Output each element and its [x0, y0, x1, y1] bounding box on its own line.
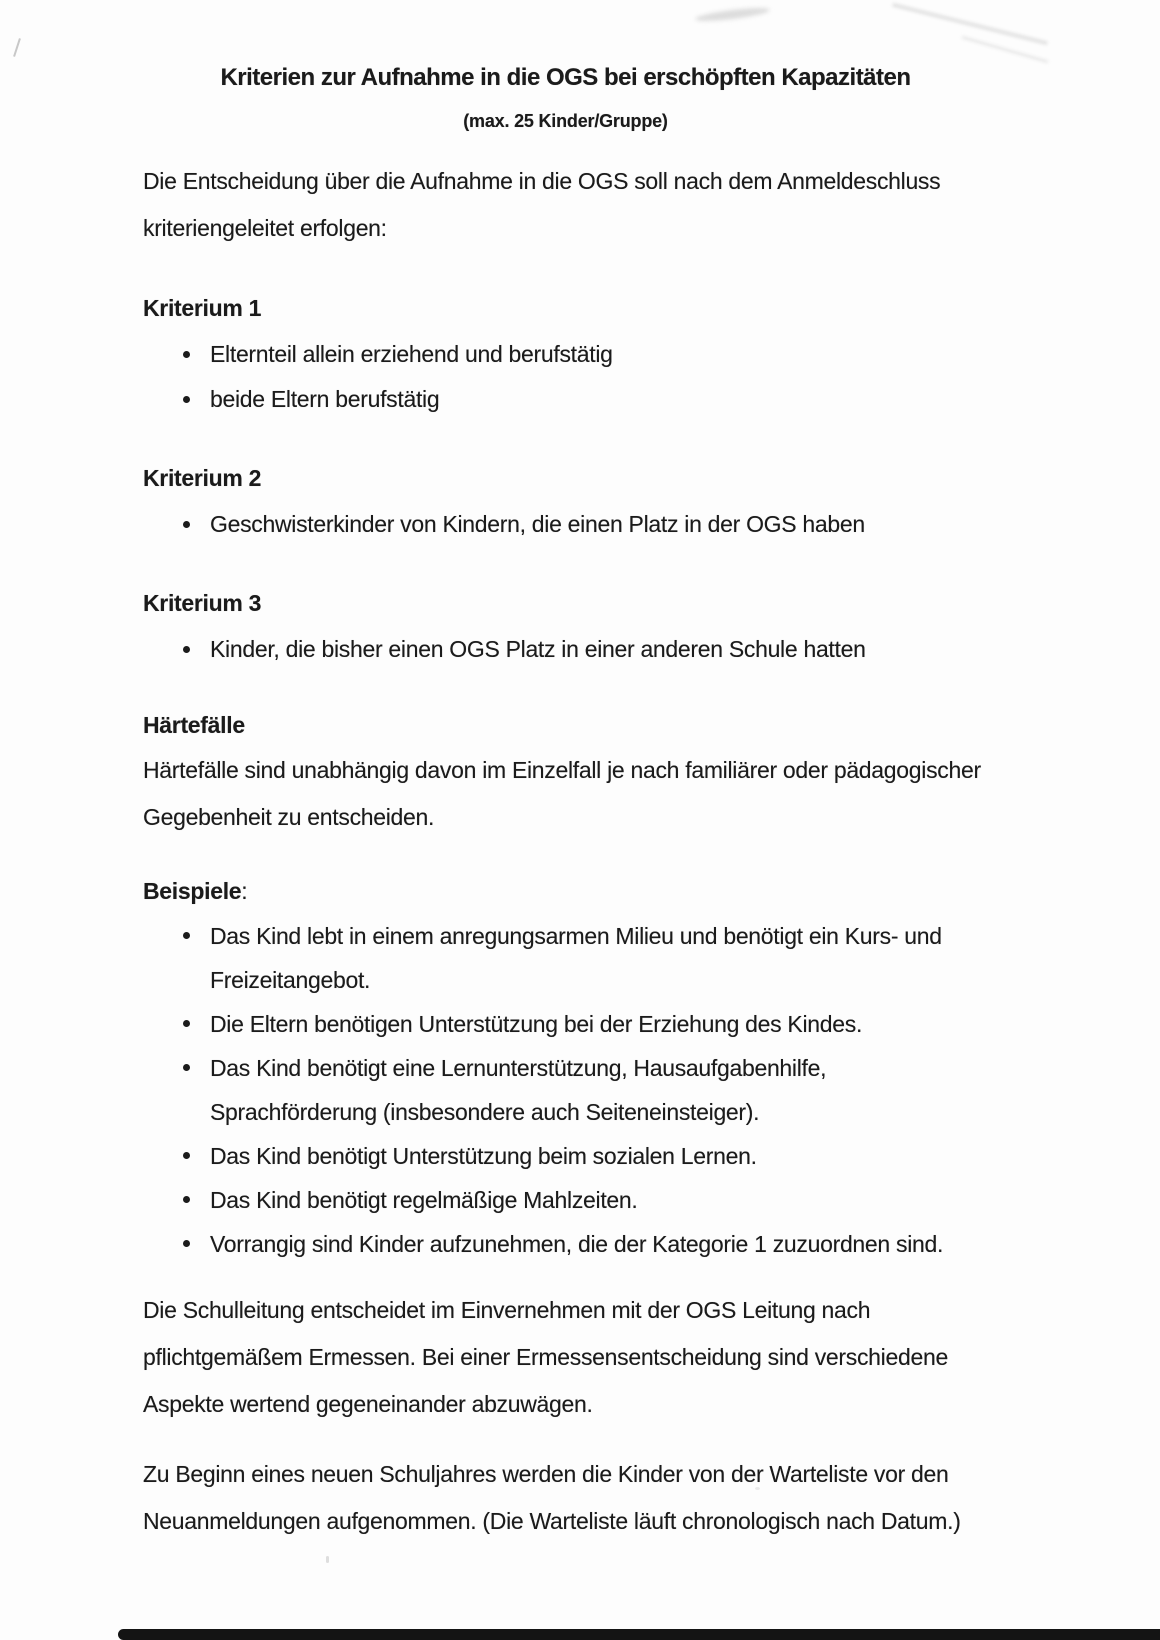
text-line: pflichtgemäßem Ermessen. Bei einer Ermessensentscheidung sind verschiedene: [143, 1344, 948, 1370]
document-content: [143, 60, 988, 1568]
list-item: [210, 914, 988, 1002]
list-item: [210, 1002, 988, 1046]
section-heading: Kriterium 3: [143, 590, 262, 616]
text-line: Zu Beginn eines neuen Schuljahres werden die Kinder von der Warteliste vor den: [143, 1461, 949, 1487]
beispiele-heading-colon: :: [241, 878, 248, 904]
list-item: [210, 1178, 988, 1222]
section-kriterium-2: [143, 458, 988, 547]
bullet-list: [143, 502, 988, 547]
bullet-list: [143, 627, 988, 672]
document-title: Kriterien zur Aufnahme in die OGS bei erschöpften Kapazitäten: [220, 64, 911, 91]
list-item: [210, 502, 988, 547]
text-line: Das Kind benötigt Unterstützung beim sozialen Lernen.: [210, 1143, 757, 1169]
beispiele-heading-text: Beispiele: [143, 878, 242, 904]
text-line: beide Eltern berufstätig: [210, 386, 440, 412]
text-line: kriteriengeleitet erfolgen:: [143, 215, 387, 241]
text-line: Vorrangig sind Kinder aufzunehmen, die der Kategorie 1 zuzuordnen sind.: [210, 1231, 944, 1257]
text-line: Das Kind benötigt eine Lernunterstützung, Hausaufgabenhilfe,: [210, 1055, 827, 1081]
bullet-list: [143, 914, 988, 1266]
closing-paragraph-2: [143, 1451, 988, 1545]
section-kriterium-1: [143, 288, 988, 422]
list-item: [210, 332, 988, 377]
text-line: Kinder, die bisher einen OGS Platz in einer anderen Schule hatten: [210, 636, 866, 662]
scan-artifact-smudge: [695, 5, 771, 23]
document-subtitle: (max. 25 Kinder/Gruppe): [463, 111, 668, 131]
text-line: Freizeitangebot.: [210, 967, 371, 993]
text-line: Elternteil allein erziehend und berufstätig: [210, 341, 613, 367]
list-item: [210, 1222, 988, 1266]
section-beispiele: [143, 871, 988, 1266]
intro-paragraph: [143, 158, 988, 252]
text-line: Die Eltern benötigen Unterstützung bei der Erziehung des Kindes.: [210, 1011, 863, 1037]
beispiele-heading: [143, 871, 988, 911]
text-line: Das Kind benötigt regelmäßige Mahlzeiten.: [210, 1187, 638, 1213]
text-line: Die Schulleitung entscheidet im Einvernehmen mit der OGS Leitung nach: [143, 1297, 871, 1323]
haertefaelle-heading: Härtefälle: [143, 712, 245, 738]
text-line: Geschwisterkinder von Kindern, die einen Platz in der OGS haben: [210, 511, 865, 537]
text-line: Sprachförderung (insbesondere auch Seiteneinsteiger).: [210, 1099, 760, 1125]
text-line: Aspekte wertend gegeneinander abzuwägen.: [143, 1391, 593, 1417]
text-line: Härtefälle sind unabhängig davon im Einzelfall je nach familiärer oder pädagogischer: [143, 757, 981, 783]
closing-paragraph-1: [143, 1287, 988, 1428]
section-kriterium-3: [143, 583, 988, 672]
scan-artifact-slash: [13, 38, 21, 57]
text-line: Neuanmeldungen aufgenommen. (Die Warteliste läuft chronologisch nach Datum.): [143, 1508, 961, 1534]
scan-artifact-streak: [892, 3, 1048, 46]
haertefaelle-paragraph: [143, 747, 988, 841]
list-item: [210, 1046, 988, 1134]
text-line: Die Entscheidung über die Aufnahme in die OGS soll nach dem Anmeldeschluss: [143, 168, 941, 194]
list-item: [210, 1134, 988, 1178]
list-item: [210, 377, 988, 422]
section-heading: Kriterium 1: [143, 295, 262, 321]
section-heading: Kriterium 2: [143, 465, 262, 491]
bullet-list: [143, 332, 988, 422]
text-line: Gegebenheit zu entscheiden.: [143, 804, 435, 830]
section-haertefaelle: [143, 705, 988, 841]
list-item: [210, 627, 988, 672]
text-line: Das Kind lebt in einem anregungsarmen Milieu und benötigt ein Kurs- und: [210, 923, 942, 949]
bottom-scan-edge-bar: [118, 1629, 1160, 1640]
